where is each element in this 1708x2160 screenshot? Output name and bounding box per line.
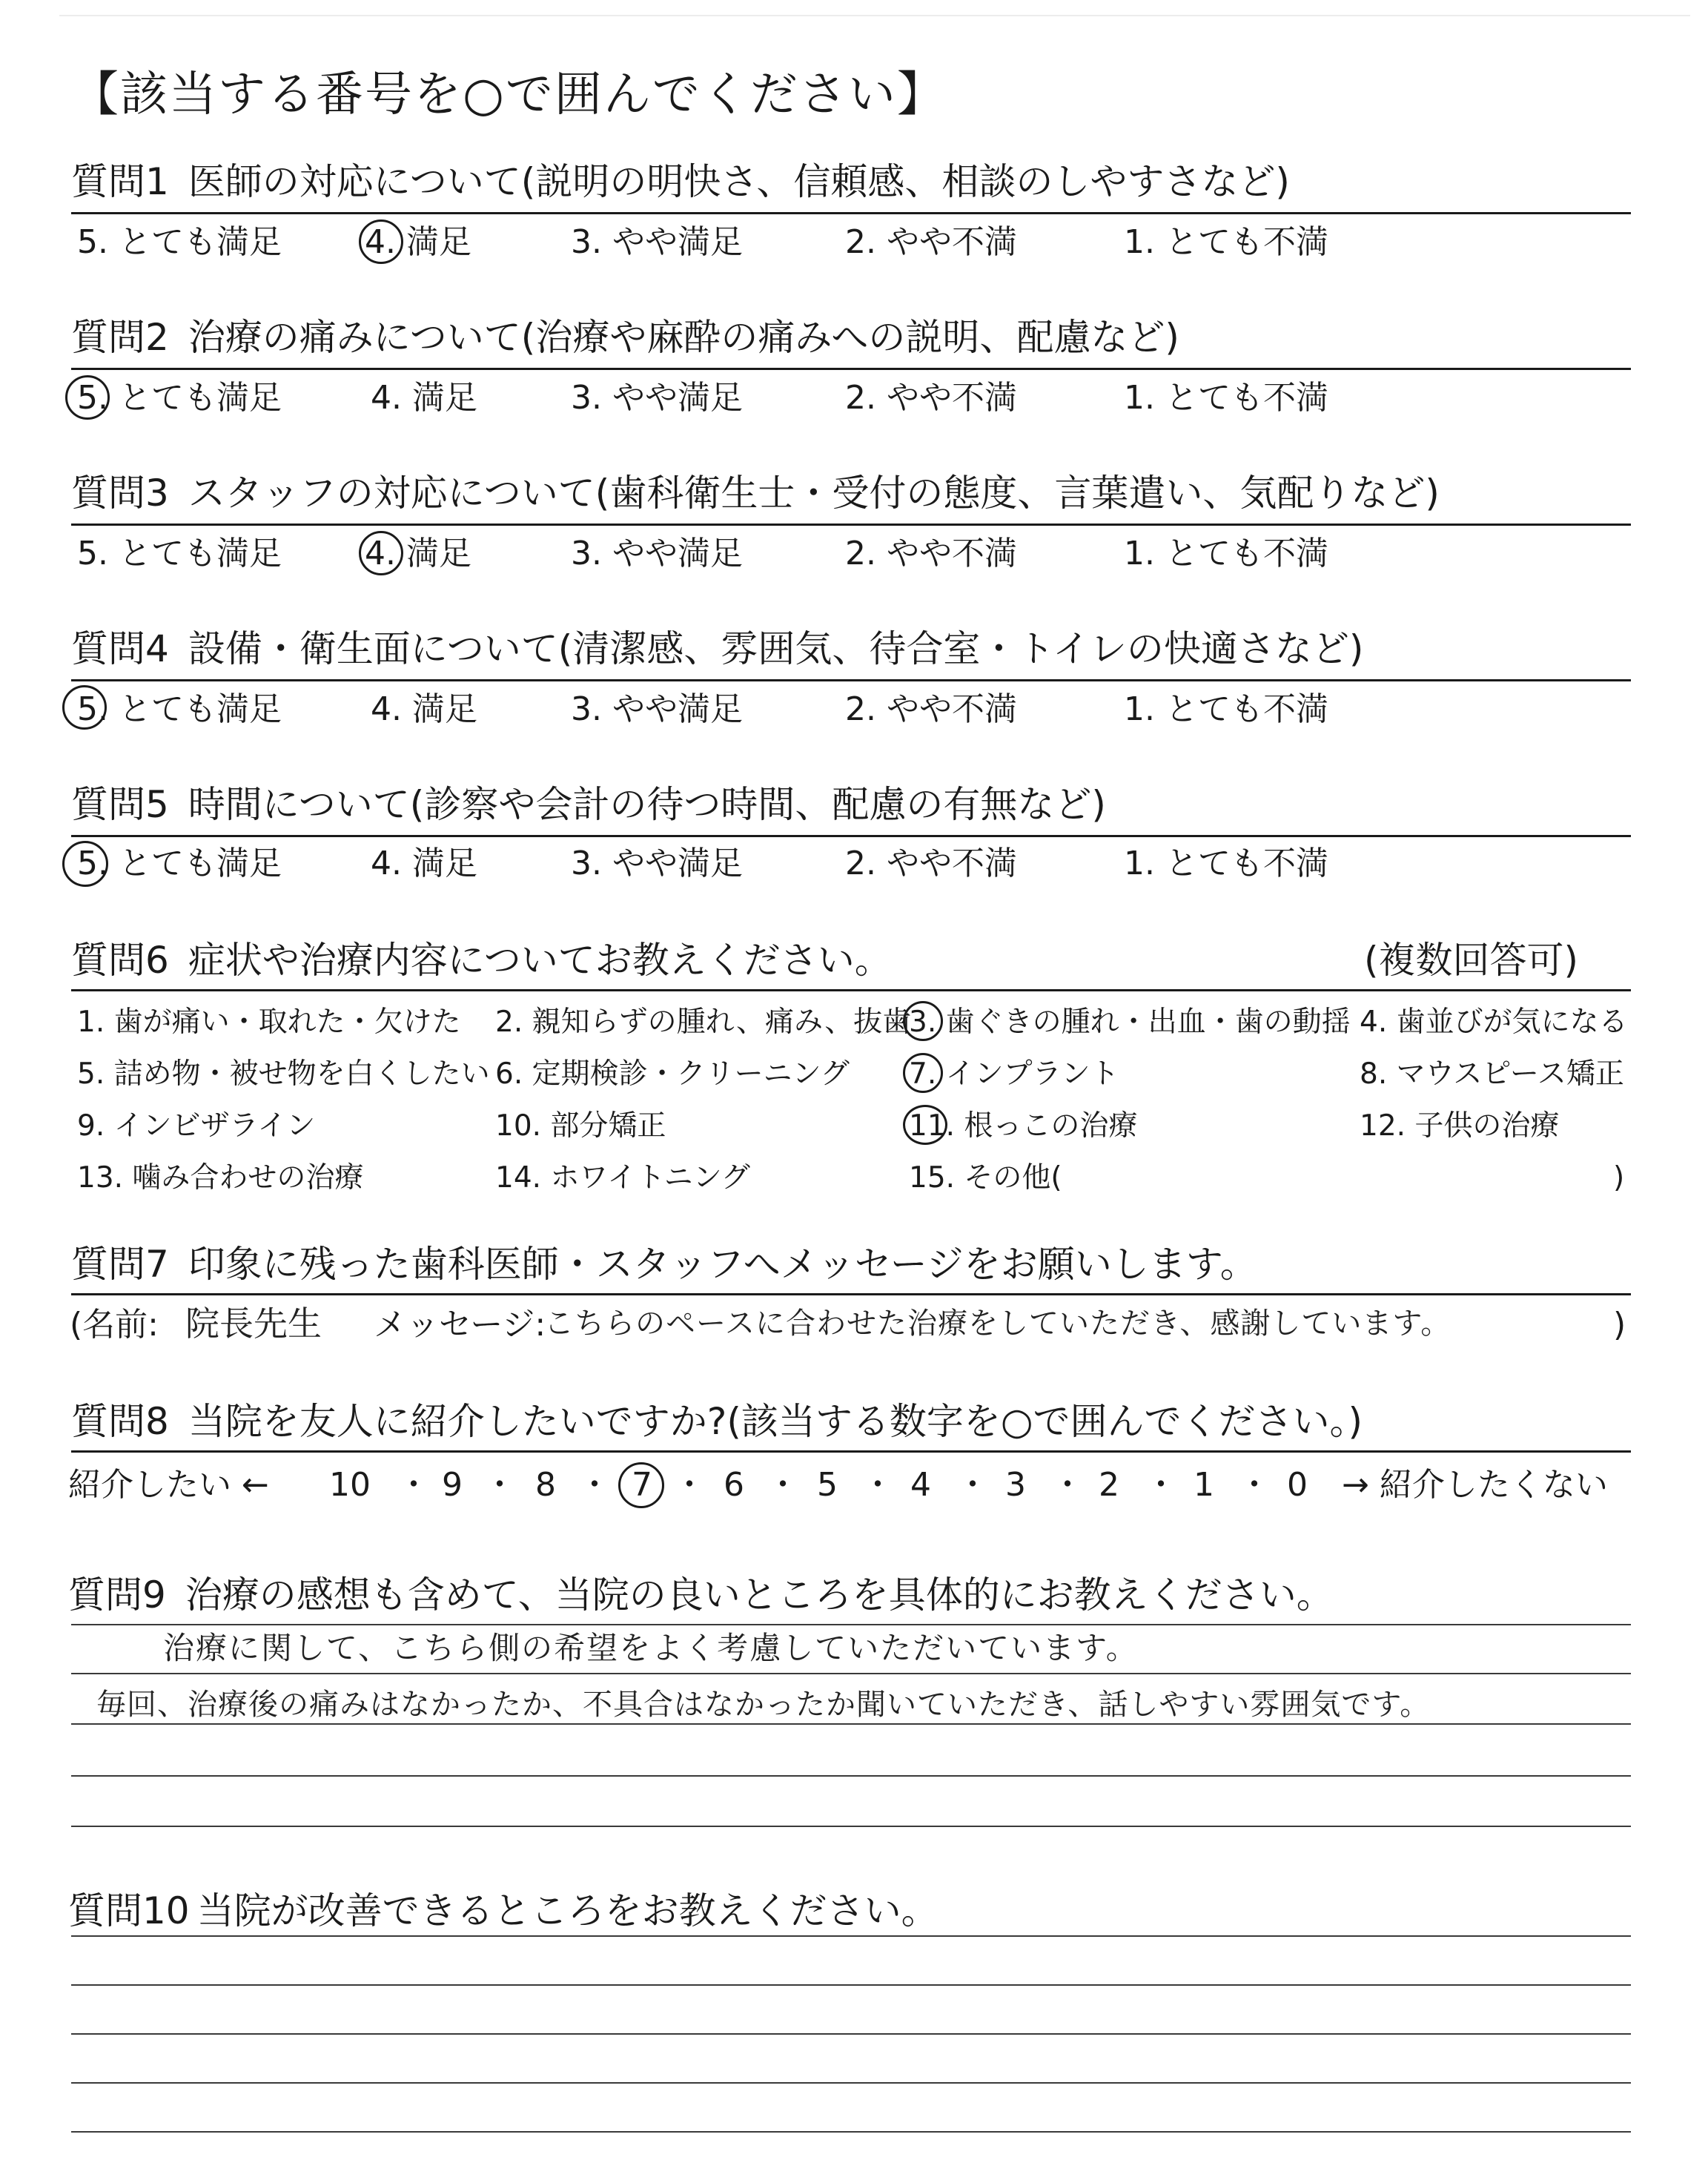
q6-option-3[interactable]: 3. 歯ぐきの腫れ・出血・歯の動揺 [909, 1005, 1351, 1039]
q3-selected-circle [359, 531, 403, 575]
q3-option-3[interactable]: 3. やや満足 [571, 535, 743, 572]
q5-selected-circle [62, 841, 108, 887]
q8-left-label: 紹介したい ← [68, 1466, 269, 1504]
q6-option-4[interactable]: 4. 歯並びが気になる [1360, 1005, 1628, 1039]
q10-text: 当院が改善できるところをお教えください。 [196, 1889, 939, 1932]
q4-option-4[interactable]: 4. 満足 [371, 690, 477, 728]
q6-selected-circle-7 [903, 1053, 943, 1093]
q6-heading [71, 937, 892, 983]
q9-number: 質問9 [68, 1573, 166, 1616]
q1-option-2[interactable]: 2. やや不満 [845, 223, 1017, 261]
q2-number: 質問2 [71, 316, 169, 359]
q6-option-9[interactable]: 9. インビザライン [77, 1109, 316, 1143]
q9-answer-line-2[interactable]: 毎回、治療後の痛みはなかったか、不具合はなかったか聞いていただき、話しやすい雰囲気です。 [96, 1688, 1431, 1722]
q7-message-label: メッセージ: [374, 1306, 546, 1344]
q4-option-5[interactable]: 5. とても満足 [77, 690, 282, 728]
q3-number: 質問3 [71, 472, 169, 515]
q5-option-4[interactable]: 4. 満足 [371, 845, 477, 882]
q6-selected-circle-11 [903, 1105, 947, 1145]
q10-line-5 [71, 2131, 1631, 2133]
q1-rule [71, 212, 1631, 214]
q6-selected-circle-3 [903, 1001, 943, 1041]
q4-option-1[interactable]: 1. とても不満 [1124, 690, 1328, 728]
q8-score-5[interactable]: 5 [817, 1466, 838, 1504]
form-title: 【該当する番号を○で囲んでください】 [71, 67, 946, 122]
q10-line-2 [71, 1984, 1631, 1986]
q10-line-4 [71, 2082, 1631, 2084]
q8-dot: ・ [1051, 1466, 1084, 1504]
q10-line-1 [71, 1935, 1631, 1937]
q3-heading [71, 470, 1440, 516]
q9-answer-line-1[interactable]: 治療に関して、こちら側の希望をよく考慮していただいています。 [163, 1630, 1139, 1666]
q7-message-value[interactable]: こちらのペースに合わせた治療をしていただき、感謝しています。 [544, 1307, 1452, 1341]
q3-rule [71, 524, 1631, 526]
q8-dot: ・ [861, 1466, 894, 1504]
q6-option-2[interactable]: 2. 親知らずの腫れ、痛み、抜歯 [495, 1005, 912, 1039]
q6-option-10[interactable]: 10. 部分矯正 [495, 1109, 666, 1143]
q8-dot: ・ [673, 1466, 706, 1504]
q7-name-label: (名前: [70, 1306, 159, 1344]
q4-heading [71, 626, 1363, 672]
q1-selected-circle [359, 219, 403, 264]
q1-option-3[interactable]: 3. やや満足 [571, 223, 743, 261]
q8-score-0[interactable]: 0 [1287, 1466, 1308, 1504]
q2-rule [71, 368, 1631, 370]
q9-text: 治療の感想も含めて、当院の良いところを具体的にお教えください。 [185, 1573, 1334, 1616]
q6-option-13[interactable]: 13. 噛み合わせの治療 [77, 1161, 364, 1195]
q5-option-3[interactable]: 3. やや満足 [571, 845, 743, 882]
q10-number: 質問10 [68, 1889, 190, 1932]
q7-rule [71, 1293, 1631, 1295]
q5-rule [71, 835, 1631, 837]
q3-option-4[interactable]: 4. 満足 [365, 535, 471, 572]
q8-dot: ・ [483, 1466, 516, 1504]
q8-score-3[interactable]: 3 [1005, 1466, 1026, 1504]
q7-number: 質問7 [71, 1243, 169, 1286]
q9-line-5 [71, 1826, 1631, 1827]
q1-text: 医師の対応について(説明の明快さ、信頼感、相談のしやすさなど) [188, 160, 1290, 203]
q8-score-8[interactable]: 8 [535, 1466, 556, 1504]
q3-option-5[interactable]: 5. とても満足 [77, 535, 282, 572]
q8-score-1[interactable]: 1 [1194, 1466, 1214, 1504]
q9-line-4 [71, 1775, 1631, 1777]
q5-heading [71, 782, 1106, 828]
q6-number: 質問6 [71, 939, 169, 982]
q1-option-4[interactable]: 4. 満足 [365, 223, 471, 261]
q9-line-2 [71, 1673, 1631, 1674]
q4-selected-circle [62, 685, 107, 730]
q7-close-paren: ) [1613, 1306, 1626, 1344]
q6-other-close-paren: ) [1613, 1161, 1625, 1195]
q5-option-5[interactable]: 5. とても満足 [77, 845, 282, 882]
q4-option-3[interactable]: 3. やや満足 [571, 690, 743, 728]
q2-option-4[interactable]: 4. 満足 [371, 379, 477, 417]
q5-option-1[interactable]: 1. とても不満 [1124, 845, 1328, 882]
q5-text: 時間について(診察や会計の待つ時間、配慮の有無など) [188, 783, 1106, 826]
q6-option-5[interactable]: 5. 詰め物・被せ物を白くしたい [77, 1057, 490, 1091]
q5-number: 質問5 [71, 783, 169, 826]
q2-option-2[interactable]: 2. やや不満 [845, 379, 1017, 417]
q8-number: 質問8 [71, 1400, 169, 1443]
q1-heading [71, 159, 1290, 205]
q6-option-1[interactable]: 1. 歯が痛い・取れた・欠けた [77, 1005, 461, 1039]
q8-dot: ・ [1238, 1466, 1271, 1504]
q2-option-3[interactable]: 3. やや満足 [571, 379, 743, 417]
q8-score-7[interactable]: 7 [632, 1466, 652, 1504]
q4-option-2[interactable]: 2. やや不満 [845, 690, 1017, 728]
q8-heading [71, 1398, 1363, 1444]
q6-option-7[interactable]: 7. インプラント [909, 1057, 1119, 1091]
q7-heading [71, 1241, 1257, 1287]
q8-rule [71, 1450, 1631, 1453]
page-edge [59, 15, 1690, 16]
q2-option-1[interactable]: 1. とても不満 [1124, 379, 1328, 417]
q8-selected-circle [618, 1462, 664, 1508]
q8-dot: ・ [397, 1466, 430, 1504]
q6-rule [71, 989, 1631, 991]
q8-dot: ・ [1145, 1466, 1177, 1504]
q8-score-9[interactable]: 9 [442, 1466, 463, 1504]
q6-option-11[interactable]: 11. 根っこの治療 [909, 1109, 1138, 1143]
q3-option-2[interactable]: 2. やや不満 [845, 535, 1017, 572]
q9-line-3 [71, 1723, 1631, 1725]
q4-number: 質問4 [71, 627, 169, 670]
q6-option-6[interactable]: 6. 定期検診・クリーニング [495, 1057, 850, 1091]
q9-line-1 [71, 1624, 1631, 1625]
q2-heading [71, 314, 1179, 360]
q2-selected-circle [65, 375, 110, 420]
q9-heading [68, 1572, 1334, 1618]
q8-score-10[interactable]: 10 [329, 1466, 371, 1504]
q7-text: 印象に残った歯科医師・スタッフへメッセージをお願いします。 [188, 1243, 1257, 1286]
q6-text: 症状や治療内容についてお教えください。 [188, 939, 892, 982]
q1-option-1[interactable]: 1. とても不満 [1124, 223, 1328, 261]
q6-option-15[interactable]: 15. その他( [909, 1161, 1062, 1195]
q8-dot: ・ [578, 1466, 611, 1504]
q3-option-1[interactable]: 1. とても不満 [1124, 535, 1328, 572]
q10-heading [68, 1888, 939, 1934]
q8-score-6[interactable]: 6 [724, 1466, 744, 1504]
q3-text: スタッフの対応について(歯科衛生士・受付の態度、言葉遣い、気配りなど) [188, 472, 1440, 515]
q8-text: 当院を友人に紹介したいですか?(該当する数字を○で囲んでください。) [188, 1400, 1363, 1443]
q6-option-8[interactable]: 8. マウスピース矯正 [1360, 1057, 1624, 1091]
q1-option-5[interactable]: 5. とても満足 [77, 223, 282, 261]
q8-dot: ・ [956, 1466, 989, 1504]
q6-option-12[interactable]: 12. 子供の治療 [1360, 1109, 1560, 1143]
q2-text: 治療の痛みについて(治療や麻酔の痛みへの説明、配慮など) [188, 316, 1179, 359]
q8-score-4[interactable]: 4 [910, 1466, 931, 1504]
q1-number: 質問1 [71, 160, 169, 203]
q5-option-2[interactable]: 2. やや不満 [845, 845, 1017, 882]
q6-multiple-note: (複数回答可) [1364, 939, 1579, 982]
q4-text: 設備・衛生面について(清潔感、雰囲気、待合室・トイレの快適さなど) [188, 627, 1364, 670]
q7-name-value[interactable]: 院長先生 [185, 1304, 322, 1344]
q4-rule [71, 679, 1631, 681]
q10-line-3 [71, 2033, 1631, 2035]
q2-option-5[interactable]: 5. とても満足 [77, 379, 282, 417]
q8-dot: ・ [767, 1466, 799, 1504]
q8-right-label: → 紹介したくない [1342, 1466, 1608, 1504]
q8-score-2[interactable]: 2 [1099, 1466, 1119, 1504]
q6-option-14[interactable]: 14. ホワイトニング [495, 1161, 750, 1195]
